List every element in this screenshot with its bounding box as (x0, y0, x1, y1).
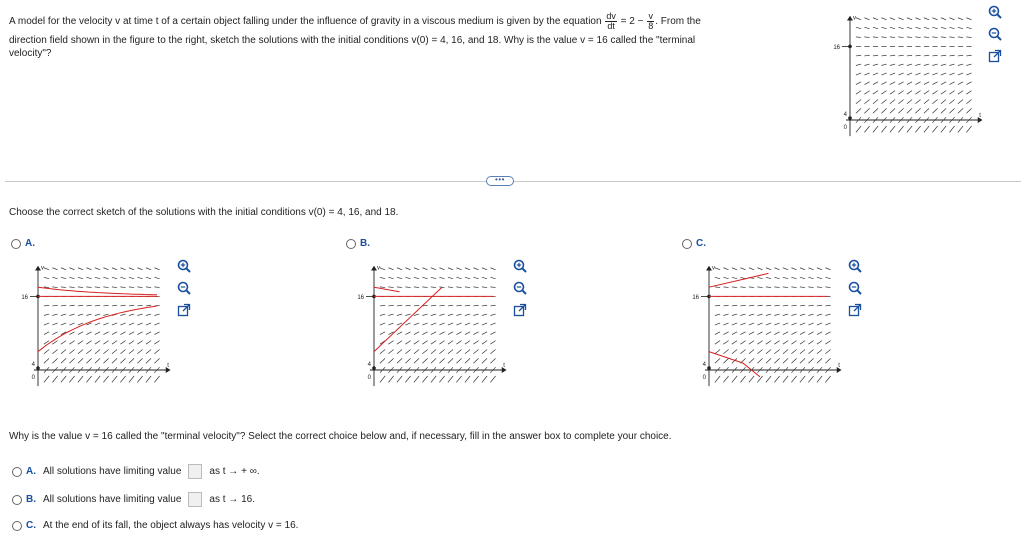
axis-label-v: v (853, 15, 856, 22)
external-link-icon[interactable] (847, 302, 863, 318)
choice-c[interactable] (682, 238, 706, 249)
slope-field (856, 18, 972, 133)
origin-label: 0 (702, 375, 706, 381)
radio-answer-c[interactable] (12, 521, 22, 531)
solution-curve (374, 287, 400, 292)
tick-label-4: 4 (367, 362, 371, 368)
choice-c-zoom-controls (847, 258, 863, 318)
graph-choice-a (21, 254, 176, 402)
choice-b[interactable] (346, 238, 370, 249)
zoom-out-icon[interactable] (512, 280, 528, 296)
radio-choice-c[interactable] (682, 239, 692, 249)
axis-label-t: t (503, 363, 505, 369)
answer-b-text-before: All solutions have limiting value (43, 494, 182, 505)
answer-b-letter: B. (26, 494, 36, 505)
origin-label: 0 (31, 375, 35, 381)
external-link-icon[interactable] (512, 302, 528, 318)
choice-a-letter: A. (25, 238, 35, 249)
tick-label-16: 16 (833, 44, 840, 51)
answer-c-letter: C. (26, 520, 36, 531)
answer-c[interactable] (12, 520, 298, 531)
choice-a[interactable] (11, 238, 35, 249)
slope-field (715, 268, 831, 383)
answer-b-input[interactable] (188, 492, 202, 507)
origin-label: 0 (843, 125, 847, 131)
axis-label-t: t (167, 363, 169, 369)
origin-label: 0 (367, 375, 371, 381)
answer-a[interactable] (12, 464, 260, 479)
axis-label-v: v (377, 265, 380, 272)
zoom-in-icon[interactable] (512, 258, 528, 274)
equation-middle: = 2 − (620, 16, 644, 28)
radio-choice-b[interactable] (346, 239, 356, 249)
choice-b-zoom-controls (512, 258, 528, 318)
tick-label-4: 4 (843, 112, 847, 118)
frac-num: v (648, 11, 653, 21)
graph-choice-b (357, 254, 512, 402)
slope-field (44, 268, 160, 383)
graph-choice-c (692, 254, 847, 402)
choice-a-zoom-controls (176, 258, 192, 318)
zoom-in-icon[interactable] (987, 4, 1003, 20)
solution-curve (709, 273, 769, 287)
choice-c-letter: C. (696, 238, 706, 249)
question-line-1 (9, 12, 701, 31)
radio-answer-a[interactable] (12, 467, 22, 477)
radio-answer-b[interactable] (12, 495, 22, 505)
fraction-v-8 (647, 12, 654, 31)
axis-label-t: t (979, 113, 981, 119)
answer-a-letter: A. (26, 466, 36, 477)
solution-curve (38, 287, 157, 295)
question-line-2: direction field shown in the figure to the right, sketch the solutions with the initial conditions v(0) = 4, 16, and 18. Why is the value v = 16 called the "terminal (9, 35, 696, 46)
zoom-in-icon[interactable] (847, 258, 863, 274)
choice-b-letter: B. (360, 238, 370, 249)
radio-choice-a[interactable] (11, 239, 21, 249)
fraction-dv-dt (605, 12, 617, 31)
axis-label-t: t (838, 363, 840, 369)
question-part-1: A model for the velocity v at time t of a certain object falling under the influence of gravity in a viscous medium is given by the equation (9, 16, 602, 28)
terminal-velocity-prompt: Why is the value v = 16 called the "terminal velocity"? Select the correct choice below and, if necessary, fill in the answer box to complete your choice. (9, 431, 672, 442)
tick-label-4: 4 (31, 362, 35, 368)
axis-label-v: v (712, 265, 715, 272)
answer-a-input[interactable] (188, 464, 202, 479)
answer-a-text-after: as t → + ∞. (209, 466, 260, 477)
figure-zoom-controls (987, 4, 1003, 64)
direction-field-figure (833, 4, 988, 152)
external-link-icon[interactable] (176, 302, 192, 318)
tick-label-16: 16 (357, 294, 364, 301)
answer-b[interactable] (12, 492, 255, 507)
frac-den: dt (607, 21, 615, 31)
zoom-out-icon[interactable] (987, 26, 1003, 42)
tick-label-16: 16 (692, 294, 699, 301)
solution-curve (709, 352, 760, 377)
tick-label-4: 4 (702, 362, 706, 368)
solution-curve (38, 306, 157, 352)
slope-field (380, 268, 496, 383)
more-button[interactable]: ••• (486, 176, 514, 186)
axis-label-v: v (41, 265, 44, 272)
sketch-prompt: Choose the correct sketch of the solutions with the initial conditions v(0) = 4, 16, and 18. (9, 207, 399, 218)
question-line-3: velocity"? (9, 48, 52, 59)
answer-b-text-after: as t → 16. (209, 494, 255, 505)
question-part-2: . From the (655, 16, 701, 28)
tick-label-16: 16 (21, 294, 28, 301)
zoom-out-icon[interactable] (847, 280, 863, 296)
answer-a-text-before: All solutions have limiting value (43, 466, 182, 477)
zoom-in-icon[interactable] (176, 258, 192, 274)
external-link-icon[interactable] (987, 48, 1003, 64)
frac-num: dv (606, 11, 616, 21)
answer-c-text: At the end of its fall, the object always has velocity v = 16. (43, 520, 299, 531)
frac-den: 8 (648, 21, 654, 31)
zoom-out-icon[interactable] (176, 280, 192, 296)
